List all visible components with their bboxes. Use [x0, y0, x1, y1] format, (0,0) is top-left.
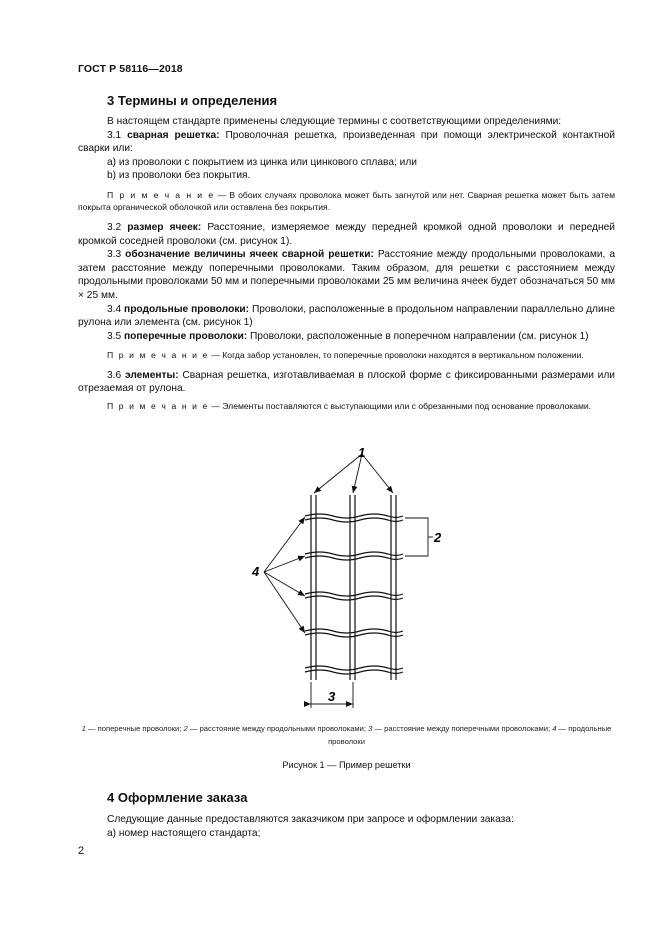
- figure-label-3: 3: [328, 689, 336, 704]
- section-4-item-a: a) номер настоящего стандарта;: [107, 827, 261, 839]
- transverse-wires: [305, 514, 403, 674]
- section-4-body: [78, 813, 615, 840]
- term-3-2: 3.2 размер ячеек: Расстояние, измеряемое между передней кромкой одной проволоки и передней кромкой соседней проволоки (см. рисунок 1).: [78, 221, 615, 247]
- figure-caption: Рисунок 1 — Пример решетки: [282, 760, 411, 770]
- figure-label-4: 4: [252, 564, 260, 579]
- term-3-1-item-b: b) из проволоки без покрытия.: [107, 170, 251, 182]
- section-3-body: [78, 115, 615, 413]
- section-4-title: 4 Оформление заказа: [107, 790, 248, 805]
- term-3-6: 3.6 элементы: Сварная решетка, изготавливаемая в плоской форме с фиксированными размерами или отрезаемая от рулона.: [78, 369, 615, 395]
- note-3: П р и м е ч а н и е — Элементы поставляются с выступающими или с обрезанными под основание проволоками.: [107, 401, 592, 411]
- term-3-3: 3.3 обозначение величины ячеек сварной решетки: Расстояние между продольными проволоками, а затем расстояние между поперечными проволоками. Таким образом, для решетки с расстоянием между продольными проволоками 50 мм и поперечными проволоками 25 мм величина ячеек будет обозначаться 50 мм × 25 мм.: [78, 249, 615, 301]
- section-3-title: 3 Термины и определения: [107, 93, 278, 108]
- figure-1-mesh-diagram: [240, 440, 460, 710]
- term-3-1-item-a: a) из проволоки с покрытием из цинка или цинкового сплава; или: [107, 156, 417, 168]
- term-3-1: 3.1 сварная решетка: Проволочная решетка, произведенная при помощи электрической контактной сварки или:: [78, 129, 615, 155]
- label-1-leaders: [314, 454, 393, 493]
- longitudinal-wires: [311, 495, 396, 680]
- note-2: П р и м е ч а н и е — Когда забор установлен, то поперечные проволоки находятся в вертикальном положении.: [107, 350, 584, 361]
- note-1: П р и м е ч а н и е — В обоих случаях проволока может быть загнутой или нет. Сварная решетка может быть затем покрыта органической оболочкой или оставлена без покрытия.: [78, 189, 615, 213]
- section-3-intro: В настоящем стандарте применены следующие термины с соответствующими определениями:: [107, 116, 562, 127]
- page-number: 2: [78, 845, 85, 857]
- dimension-2-bracket: [405, 518, 433, 556]
- figure-label-2: 2: [434, 530, 442, 545]
- figure-legend: 1 — поперечные проволоки; 2 — расстояние между продольными проволоками; 3 — расстояние между поперечными проволоками; 4 — продольные проволоки: [81, 724, 612, 746]
- label-4-leaders: [264, 517, 305, 633]
- figure-label-1: 1: [358, 445, 366, 460]
- standard-header: ГОСТ Р 58116—2018: [78, 63, 183, 75]
- term-3-4: 3.4 продольные проволоки: Проволоки, расположенные в продольном направлении параллельно длине рулона или элемента (см. рисунок 1): [78, 303, 615, 329]
- term-3-5: 3.5 поперечные проволоки: Проволоки, расположенные в поперечном направлении (см. рисунок 1): [107, 330, 589, 342]
- section-4-intro: Следующие данные предоставляются заказчиком при запросе и оформлении заказа:: [107, 814, 514, 825]
